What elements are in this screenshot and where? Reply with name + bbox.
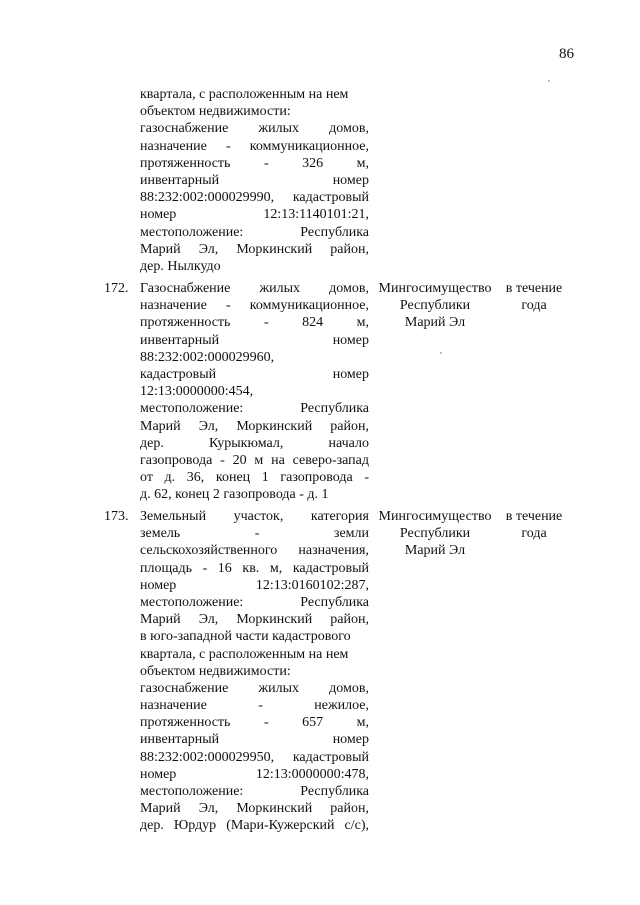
responsible-executor (372, 280, 498, 332)
description-line: Марий Эл, Моркинский район, (140, 612, 369, 628)
description-line: назначение - коммуникационное, (140, 298, 369, 314)
description-line: местоположение: Республика (140, 224, 369, 240)
description-line: кадастровый номер (140, 366, 369, 382)
description-line: земель - земли (140, 526, 369, 542)
description-line: назначение - коммуникационное, (140, 138, 369, 154)
description-line: объектом недвижимости: (140, 104, 291, 120)
item-number: 173. (104, 509, 129, 524)
responsible-line: Марий Эл (404, 543, 466, 559)
description-line: Марий Эл, Моркинский район, (140, 241, 369, 257)
item-number: 172. (104, 281, 129, 296)
deadline-line: года (521, 526, 547, 542)
description-line: 88:232:002:000029950, кадастровый (140, 749, 369, 765)
description-line: назначение - нежилое, (140, 698, 369, 714)
page-number: 86 (559, 46, 574, 62)
description-line: газоснабжение жилых домов, (140, 680, 369, 696)
description-line: 12:13:0000000:454, (140, 384, 254, 400)
description-line: местоположение: Республика (140, 784, 369, 799)
responsible-line: Республики (399, 526, 471, 542)
description-line: протяженность - 326 м, (140, 155, 369, 171)
description-line: квартала, с расположенным на нем (140, 87, 349, 102)
description-line: номер 12:13:0000000:478, (140, 766, 369, 782)
description-line: от д. 36, конец 1 газопровода - (140, 470, 369, 486)
description-line: протяженность - 824 м, (140, 315, 369, 331)
description-line: газоснабжение жилых домов, (140, 121, 369, 137)
deadline (500, 508, 568, 542)
responsible-line: Мингосимущество (378, 281, 492, 296)
description-line: номер 12:13:0160102:287, (140, 577, 369, 593)
description-line: Марий Эл, Моркинский район, (140, 418, 369, 434)
item-description (140, 280, 369, 503)
deadline-line: года (521, 298, 547, 314)
deadline-line: в течение (505, 509, 563, 524)
responsible-line: Республики (399, 298, 471, 314)
description-line: дер. Нылкудо (140, 258, 221, 274)
deadline (500, 280, 568, 314)
description-line: Газоснабжение жилых домов, (140, 281, 369, 296)
description-line: площадь - 16 кв. м, кадастровый (140, 560, 369, 576)
description-line: протяженность - 657 м, (140, 715, 369, 731)
responsible-executor (372, 508, 498, 560)
scan-speck (440, 352, 442, 354)
description-line: объектом недвижимости: (140, 663, 291, 679)
description-line: 88:232:002:000029990, кадастровый (140, 190, 369, 206)
description-line: местоположение: Республика (140, 401, 369, 417)
responsible-line: Марий Эл (404, 315, 466, 331)
scan-speck (548, 80, 550, 82)
deadline-line: в течение (505, 281, 563, 296)
description-line: дер. Курыкюмал, начало (140, 435, 369, 451)
item-description (140, 508, 369, 835)
description-line: д. 62, конец 2 газопровода - д. 1 (140, 487, 329, 503)
description-line: 88:232:002:000029960, (140, 349, 275, 365)
description-line: инвентарный номер (140, 172, 369, 188)
description-line: номер 12:13:1140101:21, (140, 207, 369, 223)
description-line: инвентарный номер (140, 332, 369, 348)
item-description (140, 86, 369, 275)
description-line: Марий Эл, Моркинский район, (140, 801, 369, 817)
description-line: местоположение: Республика (140, 594, 369, 610)
description-line: дер. Юрдур (Мари-Кужерский с/с), (140, 818, 369, 834)
description-line: инвентарный номер (140, 732, 369, 748)
description-line: сельскохозяйственного назначения, (140, 543, 369, 559)
responsible-line: Мингосимущество (378, 509, 492, 524)
description-line: в юго-западной части кадастрового (140, 629, 351, 645)
description-line: газопровода - 20 м на северо-запад (140, 452, 369, 468)
description-line: Земельный участок, категория (140, 509, 369, 524)
description-line: квартала, с расположенным на нем (140, 646, 349, 662)
